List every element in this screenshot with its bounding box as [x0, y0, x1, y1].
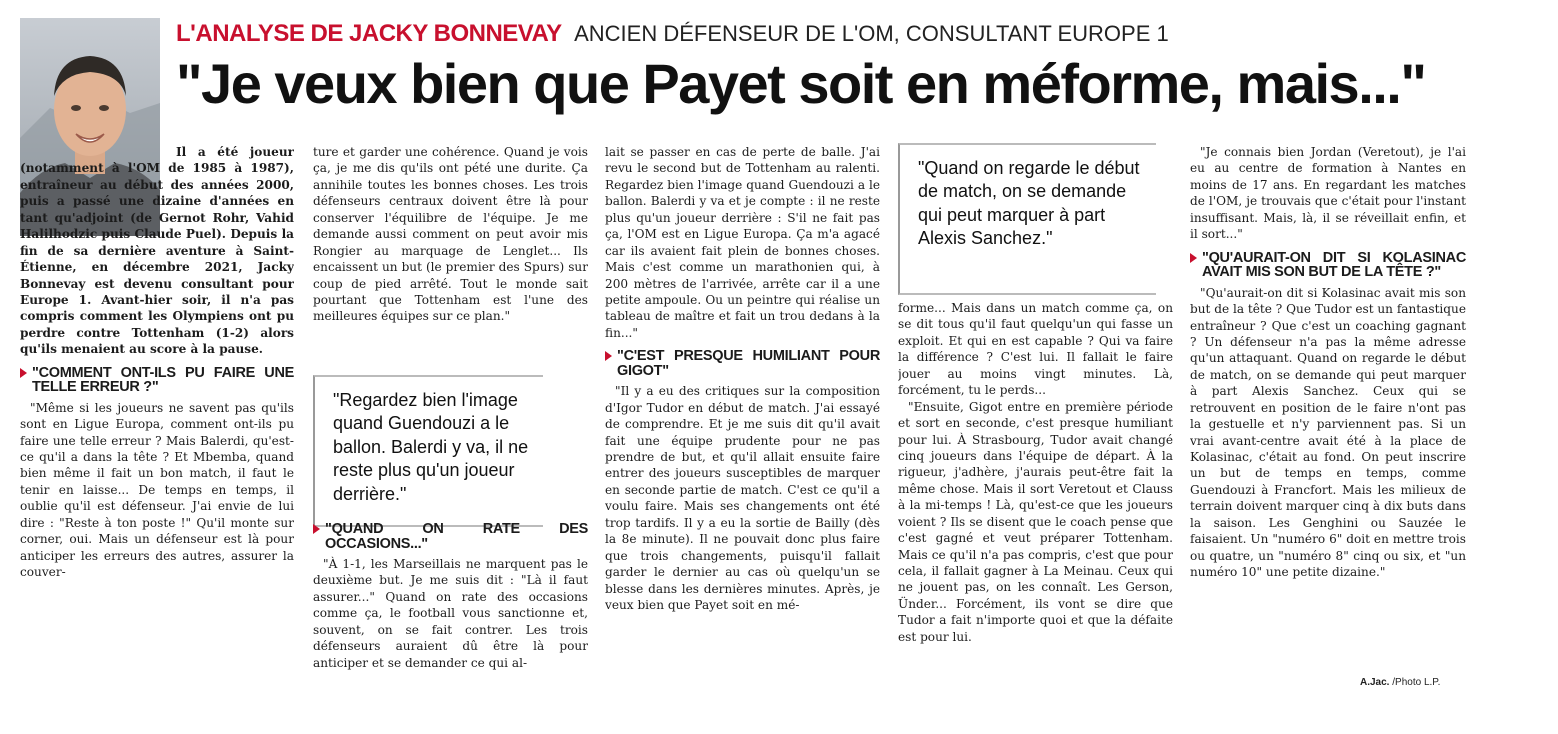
intro-paragraph: Il a été joueur (notamment à l'OM de 1985 à 1987), entraîneur au début des années 2000, puis a passé une dizaine d'années en tant qu'adjoint (de Gernot Rohr, Vahid Halilhodzic puis Claude Puel). Depuis la fin de sa dernière aventure à Saint-Étienne, en décembre 2021, Jacky Bonnevay est devenu consultant pour Europe 1. Avant-hier soir, il n'a pas compris comment les Olympiens ont pu perdre contre Tottenham (1-2) alors qu'ils menaient au score à la pause.: [20, 145, 294, 357]
subheading-2: "QUAND ON RATE DES OCCASIONS...": [313, 522, 588, 551]
subheading-1: "COMMENT ONT-ILS PU FAIRE UNE TELLE ERREUR ?": [20, 366, 294, 395]
body-paragraph: "Je connais bien Jordan (Veretout), je l'ai eu au centre de formation à Nantes en moins de 17 ans. En regardant les matches de l'OM, je trouvais que c'était pour l'instant insuffisant. Mais, là, il se réveillait enfin, et il sort...": [1190, 145, 1466, 242]
headline: "Je veux bien que Payet soit en méforme, mais...": [176, 52, 1426, 115]
column-1: [20, 144, 294, 700]
body-paragraph: ture et garder une cohérence. Quand je vois ça, je me dis qu'ils ont pété une durite. Ça annihile toutes les bonnes choses. Les trois défenseurs centraux doivent être là pour conserver l'équilibre de l'équipe. Je me demande aussi comment on peut avoir mis Rongier au marquage de Lenglet... Ils encaissent un but (le premier des Spurs) sur coup de pied arrêté. Tout le monde sait pourtant que Tottenham est l'une des meilleures équipes sur ce plan.": [313, 145, 588, 324]
kicker-role: ANCIEN DÉFENSEUR DE L'OM, CONSULTANT EUROPE 1: [574, 21, 1169, 46]
body-paragraph: forme... Mais dans un match comme ça, on se dit tous qu'il faut quelqu'un qui fasse un exploit. Et qui en est capable ? Qui va faire la différence ? C'est lui. Il fallait le faire jouer au moins vingt minutes. Là, forcément, tu le perds...: [898, 301, 1173, 398]
body-paragraph: "Même si les joueurs ne savent pas qu'ils sont en Ligue Europa, comment ont-ils pu faire une telle erreur ? Mais Balerdi, qu'est-ce qu'il a dans la tête ? Et Mbemba, quand bien même il fait un bon match, il faut le tenir en laisse... De temps en temps, il oublie qu'il est défenseur. J'ai envie de lui dire : "Reste à ton poste !" Qu'il monte sur corner, oui. Mais un défenseur est là pour anticiper les erreurs des autres, assurer la couver-: [20, 400, 294, 580]
byline-author: A.Jac.: [1360, 677, 1390, 688]
column-3: [605, 144, 880, 700]
byline-credit: [1360, 677, 1440, 688]
column-5: [1190, 144, 1466, 674]
column-2: [313, 144, 588, 364]
photo-credit: /Photo L.P.: [1392, 677, 1441, 688]
body-paragraph: "Il y a eu des critiques sur la composition d'Igor Tudor en début de match. J'ai essayé de comprendre. Et je me suis dit qu'il avait fait une équipe prudente pour ne pas prendre de but, et qu'il allait ensuite faire entrer des joueurs susceptibles de marquer en seconde partie de match. C'est ce qu'il a voulu faire. Mais ses changements ont été trop tardifs. Il y a eu la sortie de Bailly (dès la 8e minute). Il ne pouvait donc plus faire que trois changements, puisqu'il fallait garder le dernier au cas où quelqu'un se blesse dans les dernières minutes. Après, je veux bien que Payet soit en mé-: [605, 384, 880, 612]
body-paragraph: lait se passer en cas de perte de balle. J'ai revu le second but de Tottenham au ralenti. Regardez bien l'image quand Guendouzi a le ballon. Balerdi y va et je compte : il ne reste plus qu'un joueur derrière : S'il ne fait pas ça, l'OM est en Ligue Europa. Ça m'a agacé car ils avaient fait plein de bonnes choses. Mais c'est comme un marathonien qui, à 200 mètres de l'arrivée, arrête car il a une petite ampoule. Ou un peintre qui réalise un tableau de maître et fait un trou dedans à la fin...": [605, 145, 880, 340]
pull-quote-1: "Regardez bien l'image quand Guendouzi a le ballon. Balerdi y va, il ne reste plus qu'un joueur derrière.": [313, 375, 543, 527]
kicker-author: L'ANALYSE DE JACKY BONNEVAY: [176, 20, 562, 47]
body-paragraph: "À 1-1, les Marseillais ne marquent pas le deuxième but. Je me suis dit : "Là il faut assurer..." Quand on rate des occasions comme ça, le football vous sanctionne et, souvent, on se fait contrer. Les trois défenseurs auraient dû être là pour anticiper et se demander ce qui al-: [313, 557, 588, 670]
body-paragraph: "Qu'aurait-on dit si Kolasinac avait mis son but de la tête ? Que Tudor est un fantastique entraîneur ? Que c'est un coaching gagnant ? Un défenseur n'a pas la même adresse qu'un attaquant. Quand on regarde le début de match, on se demande qui peut marquer à part Alexis Sanchez. Ceux qui se retrouvent en position de le faire n'ont pas la gestuelle et n'y parviennent pas. Si un vrai avant-centre avait été à la place de Kolasinac, c'était au fond. On peut inscrire un but de temps en temps, comme Guendouzi à Francfort. Mais les milieux de terrain doivent marquer cinq à dix buts dans la saison. Les Genghini ou Sauzée le faisaient. Un "numéro 6" doit en mettre trois ou quatre, un "numéro 8" cinq ou six, et "un numéro 10" une petite dizaine.": [1190, 285, 1466, 580]
column-4: [898, 300, 1173, 700]
subheading-4: "QU'AURAIT-ON DIT SI KOLASINAC AVAIT MIS SON BUT DE LA TÊTE ?": [1190, 251, 1466, 280]
pull-quote-2: "Quand on regarde le début de match, on se demande qui peut marquer à part Alexis Sanchez.": [898, 143, 1156, 295]
kicker-line: [176, 20, 1169, 48]
column-2-lower: [313, 520, 588, 700]
body-paragraph: "Ensuite, Gigot entre en première période et sort en seconde, c'est presque humiliant pour lui. À Strasbourg, Tudor avait changé cinq joueurs dans l'équipe de départ. À la rigueur, j'adhère, j'aurais peut-être fait la même chose. Mais il sort Veretout et Clauss à la mi-temps ! Là, qu'est-ce que les joueurs voient ? Ils se disent que le coach pense que c'est gagné et veut préparer Tottenham. Mais ce qu'il n'a pas compris, c'est que pour cela, il fallait gagner à La Meinau. Ceux qui ne jouent pas, on les connaît. Les Gerson, Ünder... Forcément, ils vont se dire que Tudor a fait n'importe quoi et que la défaite est pour lui.: [898, 399, 1173, 644]
subheading-3: "C'EST PRESQUE HUMILIANT POUR GIGOT": [605, 349, 880, 378]
